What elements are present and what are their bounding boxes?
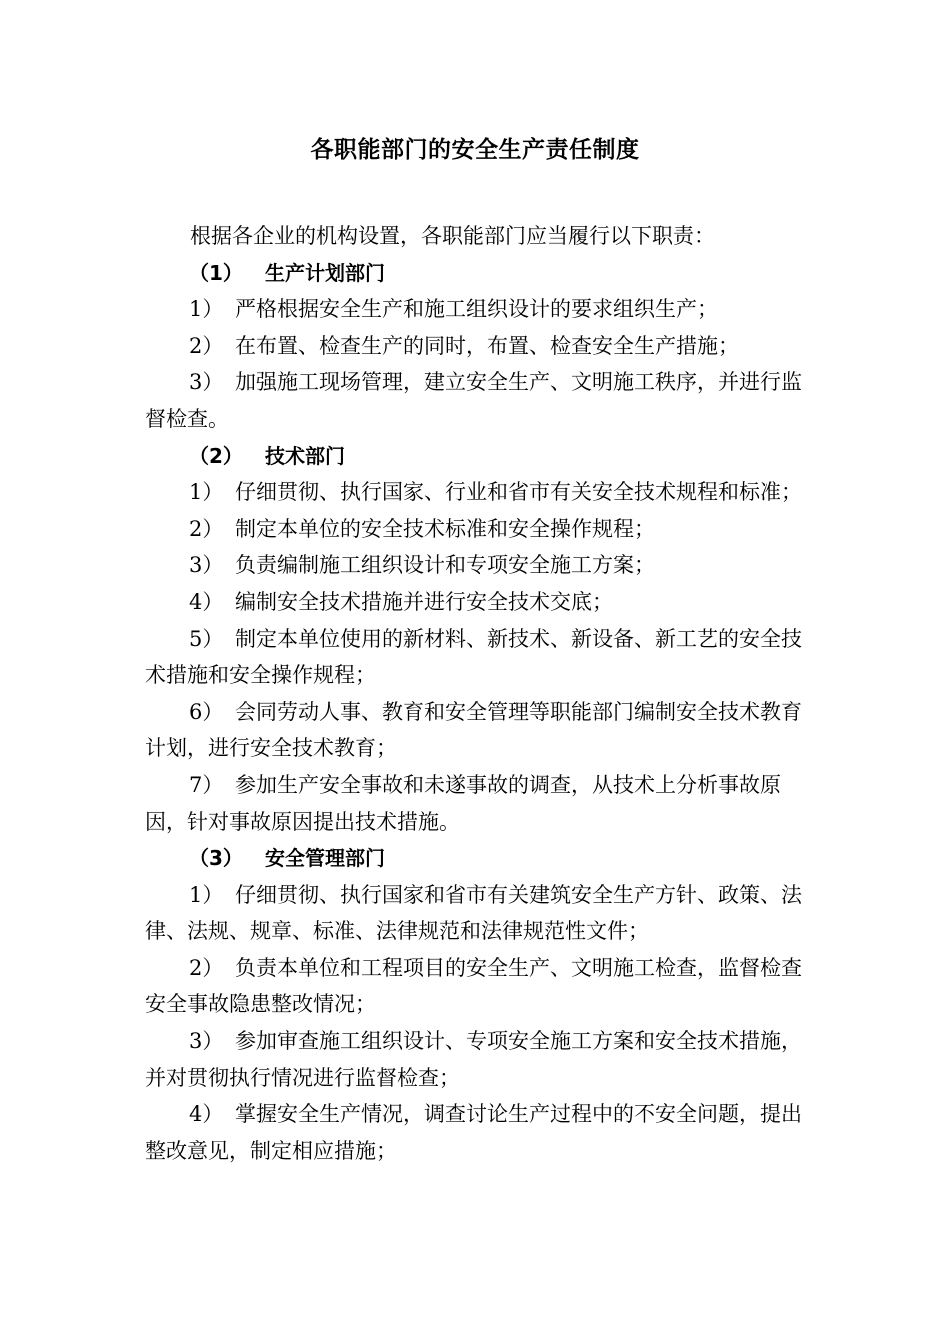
item-number: 3）: [189, 1029, 224, 1054]
item-number: 2）: [189, 516, 224, 541]
section-number: （1）: [189, 260, 243, 285]
item-number: 5）: [189, 626, 224, 651]
item-number: 2）: [189, 955, 224, 980]
item-text: 仔细贯彻、执行国家、行业和省市有关安全技术规程和标准；: [235, 480, 802, 505]
section-number: （2）: [189, 443, 243, 468]
list-item: [145, 1096, 810, 1169]
item-text: 编制安全技术措施并进行安全技术交底；: [235, 589, 613, 614]
item-text: 制定本单位的安全技术标准和安全操作规程；: [235, 516, 655, 541]
list-item: [145, 1023, 810, 1096]
item-text: 仔细贯彻、执行国家和省市有关建筑安全生产方针、政策、法律、法规、规章、标准、法律规范和法律规范性文件；: [145, 882, 802, 944]
list-item: [145, 584, 810, 621]
item-number: 6）: [189, 699, 224, 724]
item-number: 1）: [189, 297, 224, 322]
item-text: 掌握安全生产情况，调查讨论生产过程中的不安全问题，提出整改意见，制定相应措施；: [145, 1102, 802, 1163]
item-text: 在布置、检查生产的同时，布置、检查安全生产措施；: [235, 333, 739, 358]
item-text: 严格根据安全生产和施工组织设计的要求组织生产；: [235, 297, 718, 322]
item-text: 制定本单位使用的新材料、新技术、新设备、新工艺的安全技术措施和安全操作规程；: [145, 626, 802, 688]
section-name: 生产计划部门: [265, 260, 385, 285]
list-item: [145, 364, 810, 437]
item-number: 4）: [189, 1102, 224, 1127]
document-title: 各职能部门的安全生产责任制度: [310, 137, 640, 163]
list-item: [145, 877, 810, 950]
item-text: 会同劳动人事、教育和安全管理等职能部门编制安全技术教育计划，进行安全技术教育；: [145, 699, 802, 761]
item-number: 3）: [189, 553, 224, 578]
section-number: （3）: [189, 846, 243, 871]
section-name: 安全管理部门: [265, 846, 385, 871]
item-text: 负责本单位和工程项目的安全生产、文明施工检查，监督检查安全事故隐患整改情况；: [145, 955, 802, 1017]
item-number: 3）: [189, 370, 224, 395]
list-item: [145, 474, 810, 511]
section-heading-technical: [145, 438, 810, 475]
list-item: [145, 511, 810, 548]
item-number: 1）: [189, 882, 224, 907]
document-body: [145, 218, 810, 1169]
list-item: [145, 328, 810, 365]
item-text: 加强施工现场管理，建立安全生产、文明施工秩序，并进行监督检查。: [145, 370, 802, 431]
list-item: [145, 950, 810, 1023]
list-item: [145, 291, 810, 328]
item-number: 7）: [189, 772, 224, 797]
item-text: 负责编制施工组织设计和专项安全施工方案；: [235, 553, 655, 578]
item-number: 4）: [189, 589, 224, 614]
list-item: [145, 621, 810, 694]
intro-paragraph: 根据各企业的机构设置，各职能部门应当履行以下职责：: [190, 224, 715, 248]
item-number: 1）: [189, 480, 224, 505]
section-heading-safety-management: [145, 840, 810, 877]
list-item: [145, 547, 810, 584]
list-item: [145, 767, 810, 840]
item-number: 2）: [189, 333, 224, 358]
section-name: 技术部门: [265, 443, 345, 468]
section-heading-production-planning: [145, 255, 810, 292]
item-text: 参加审查施工组织设计、专项安全施工方案和安全技术措施，并对贯彻执行情况进行监督检查；: [145, 1029, 802, 1090]
list-item: [145, 694, 810, 767]
item-text: 参加生产安全事故和未遂事故的调查，从技术上分析事故原因，针对事故原因提出技术措施。: [145, 772, 781, 834]
